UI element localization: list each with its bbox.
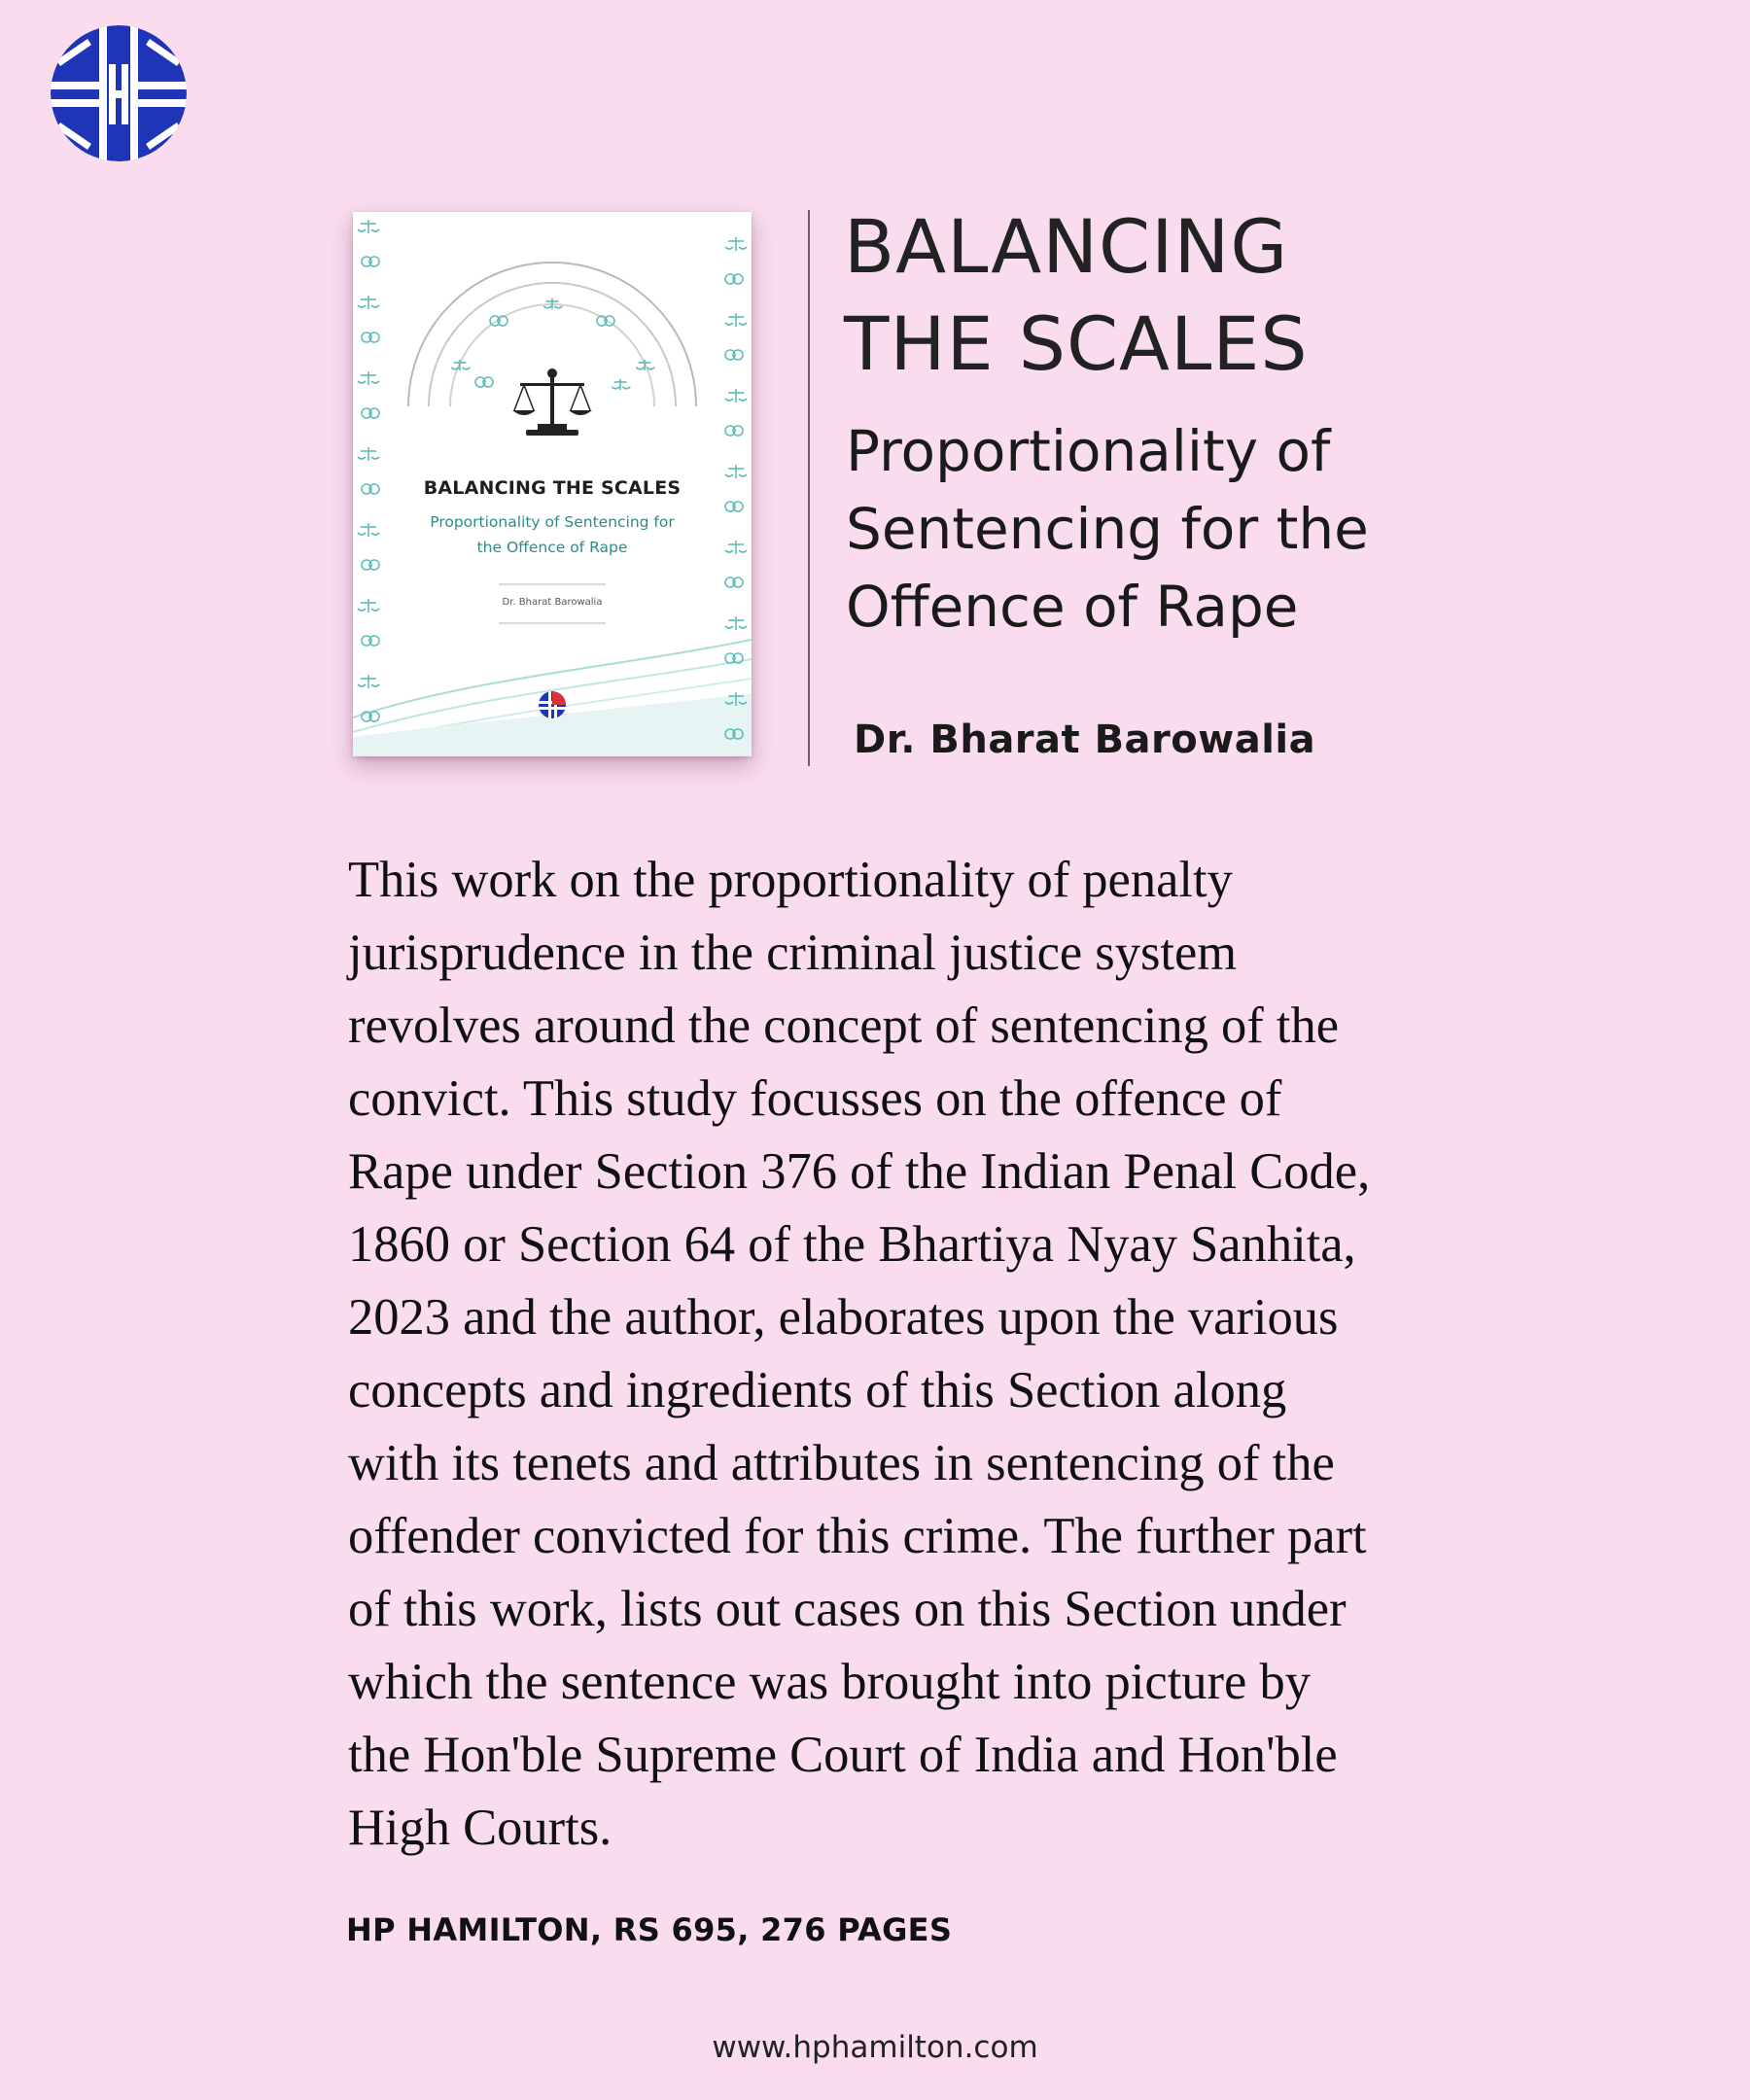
- cover-subtitle-line: the Offence of Rape: [476, 539, 628, 556]
- description-line: the Hon'ble Supreme Court of India and Hon'ble: [348, 1727, 1338, 1783]
- description-line: offender convicted for this crime. The further part: [348, 1508, 1367, 1564]
- cover-rings-motif-icon: [475, 377, 493, 387]
- cover-scale-motif-icon: [725, 313, 747, 327]
- book-author: Dr. Bharat Barowalia: [854, 718, 1316, 762]
- cover-rings-motif-icon: [362, 257, 379, 266]
- book-subtitle: [846, 412, 1624, 646]
- description-line: 2023 and the author, elaborates upon the various: [348, 1289, 1339, 1346]
- cover-rings-motif-icon: [725, 502, 743, 511]
- description-line: which the sentence was brought into picture by: [348, 1654, 1311, 1710]
- description-line: concepts and ingredients of this Section along: [348, 1362, 1287, 1418]
- cover-scale-motif-icon: [612, 379, 630, 390]
- cover-scale-motif-icon: [725, 616, 747, 630]
- description-line: convict. This study focusses on the offence of: [348, 1070, 1282, 1127]
- cover-scale-motif-icon: [451, 360, 470, 370]
- book-subtitle-line: Proportionality of: [846, 418, 1331, 484]
- description-line: 1860 or Section 64 of the Bhartiya Nyay Sanhita,: [348, 1216, 1356, 1273]
- publisher-logo-icon: [47, 21, 191, 165]
- cover-subtitle: [402, 509, 703, 560]
- book-title: [844, 198, 1602, 393]
- website-link[interactable]: www.hphamilton.com: [712, 2030, 1038, 2065]
- cover-subtitle-line: Proportionality of Sentencing for: [430, 513, 675, 531]
- cover-rings-motif-icon: [725, 274, 743, 284]
- book-subtitle-line: Offence of Rape: [846, 574, 1299, 640]
- description-line: High Courts.: [348, 1800, 612, 1856]
- cover-title: BALANCING THE SCALES: [423, 477, 682, 499]
- description-line: revolves around the concept of sentencing of the: [348, 998, 1340, 1054]
- cover-rings-motif-icon: [725, 426, 743, 436]
- cover-scale-motif-icon: [725, 541, 747, 554]
- cover-rings-motif-icon: [362, 408, 379, 418]
- cover-scale-motif-icon: [358, 523, 379, 537]
- book-subtitle-line: Sentencing for the: [846, 496, 1369, 562]
- description-line: Rape under Section 376 of the Indian Penal Code,: [348, 1143, 1371, 1200]
- description-line: with its tenets and attributes in sentencing of the: [348, 1435, 1335, 1491]
- cover-scale-motif-icon: [358, 220, 379, 233]
- cover-logo-icon: [539, 691, 566, 718]
- publication-info: HP HAMILTON, RS 695, 276 PAGES: [346, 1911, 953, 1948]
- book-title-line: BALANCING: [844, 203, 1289, 290]
- cover-rings-motif-icon: [362, 332, 379, 342]
- cover-rings-motif-icon: [362, 560, 379, 570]
- book-description: [348, 844, 1563, 1865]
- book-title-line: THE SCALES: [844, 300, 1309, 387]
- cover-rings-motif-icon: [725, 350, 743, 360]
- vertical-divider: [808, 210, 810, 766]
- cover-author: Dr. Bharat Barowalia: [502, 597, 603, 608]
- cover-rings-motif-icon: [362, 636, 379, 646]
- cover-scale-motif-icon: [725, 237, 747, 251]
- scales-of-justice-icon: [512, 368, 592, 436]
- description-line: jurisprudence in the criminal justice system: [348, 925, 1238, 981]
- cover-rings-motif-icon: [725, 578, 743, 587]
- cover-scale-motif-icon: [358, 447, 379, 461]
- cover-scale-motif-icon: [358, 371, 379, 385]
- cover-scale-motif-icon: [725, 389, 747, 402]
- description-line: of this work, lists out cases on this Section under: [348, 1581, 1347, 1637]
- book-cover-image: [353, 212, 752, 756]
- cover-scale-motif-icon: [725, 465, 747, 478]
- cover-scale-motif-icon: [358, 296, 379, 309]
- cover-scale-motif-icon: [358, 675, 379, 688]
- description-line: This work on the proportionality of penalty: [348, 852, 1233, 908]
